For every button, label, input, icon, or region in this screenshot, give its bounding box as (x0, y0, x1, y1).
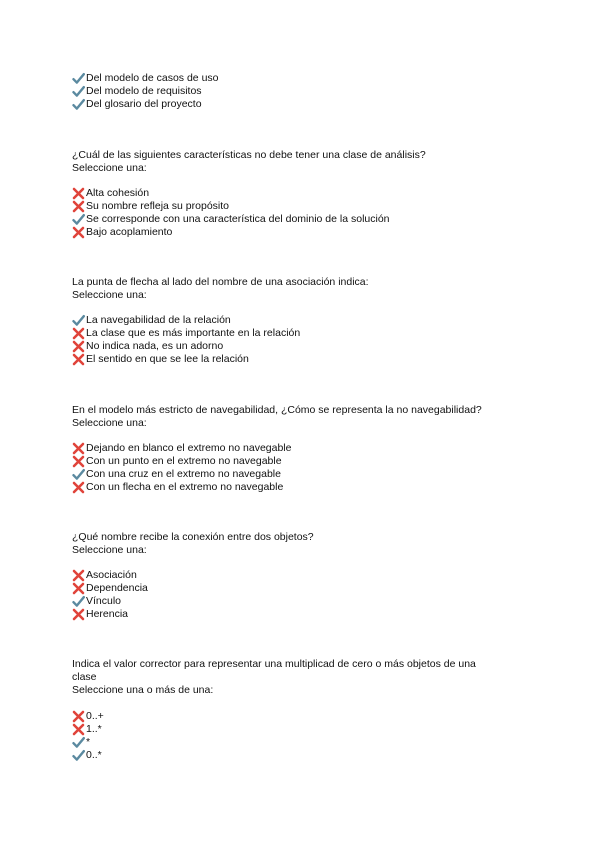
question-prompt: Seleccione una: (72, 289, 147, 301)
answer-label: Vínculo (86, 595, 122, 607)
check-icon (72, 468, 85, 481)
answer-option (72, 340, 223, 353)
answer-label: Asociación (86, 569, 137, 581)
answer-label: Se corresponde con una característica del dominio de la solución (86, 213, 390, 225)
answer-label: Bajo acoplamiento (86, 226, 173, 238)
answer-label: 1..* (86, 723, 102, 735)
cross-icon (72, 455, 85, 468)
question-text: ¿Cuál de las siguientes características no debe tener una clase de análisis? (72, 149, 426, 161)
answer-option (72, 353, 249, 366)
cross-icon (72, 608, 85, 621)
answer-option (72, 710, 104, 723)
answer-option (72, 736, 90, 749)
answer-label: Con un flecha en el extremo no navegable (86, 481, 284, 493)
answer-option (72, 314, 231, 327)
answer-option (72, 468, 281, 481)
check-icon (72, 736, 85, 749)
answer-label: Dependencia (86, 582, 148, 594)
answer-option (72, 569, 137, 582)
question-text: La punta de flecha al lado del nombre de una asociación indica: (72, 276, 369, 288)
cross-icon (72, 481, 85, 494)
answer-label: Alta cohesión (86, 187, 150, 199)
answer-option (72, 481, 283, 494)
check-icon (72, 85, 85, 98)
answer-option (72, 608, 128, 621)
answer-label: Del glosario del proyecto (86, 98, 202, 110)
cross-icon (72, 442, 85, 455)
answer-option (72, 187, 149, 200)
answer-option (72, 582, 148, 595)
answer-label: No indica nada, es un adorno (86, 340, 224, 352)
answer-label: Herencia (86, 608, 129, 620)
answer-label: La navegabilidad de la relación (86, 314, 231, 326)
check-icon (72, 749, 85, 762)
answer-label: El sentido en que se lee la relación (86, 353, 249, 365)
question-text-continued: clase (72, 671, 97, 683)
cross-icon (72, 710, 85, 723)
cross-icon (72, 226, 85, 239)
answer-option (72, 595, 121, 608)
check-icon (72, 595, 85, 608)
check-icon (72, 213, 85, 226)
answer-option (72, 200, 229, 213)
cross-icon (72, 200, 85, 213)
answer-option (72, 213, 390, 226)
answer-label: Del modelo de casos de uso (86, 72, 219, 84)
question-prompt: Seleccione una: (72, 544, 147, 556)
question-text: En el modelo más estricto de navegabilidad, ¿Cómo se representa la no navegabilidad? (72, 404, 482, 416)
answer-label: 0..* (86, 749, 102, 761)
answer-label: Dejando en blanco el extremo no navegable (86, 442, 292, 454)
cross-icon (72, 187, 85, 200)
answer-label: Con un punto en el extremo no navegable (86, 455, 282, 467)
answer-label: Con una cruz en el extremo no navegable (86, 468, 281, 480)
answer-option (72, 442, 291, 455)
answer-option (72, 455, 282, 468)
cross-icon (72, 723, 85, 736)
cross-icon (72, 353, 85, 366)
question-text: Indica el valor corrector para representar una multiplicad de cero o más objetos de una (72, 658, 476, 670)
answer-label: La clase que es más importante en la relación (86, 327, 301, 339)
answer-option (72, 723, 102, 736)
question-prompt: Seleccione una: (72, 417, 147, 429)
check-icon (72, 72, 85, 85)
answer-label: * (86, 736, 91, 748)
cross-icon (72, 569, 85, 582)
cross-icon (72, 340, 85, 353)
check-icon (72, 98, 85, 111)
answer-option (72, 226, 172, 239)
answer-option (72, 98, 202, 111)
answer-label: Del modelo de requisitos (86, 85, 202, 97)
answer-option (72, 327, 300, 340)
answer-option (72, 72, 219, 85)
cross-icon (72, 582, 85, 595)
check-icon (72, 314, 85, 327)
answer-label: Su nombre refleja su propósito (86, 200, 229, 212)
answer-option (72, 749, 102, 762)
answer-option (72, 85, 202, 98)
answer-label: 0..+ (86, 710, 104, 722)
question-prompt: Seleccione una: (72, 162, 147, 174)
cross-icon (72, 327, 85, 340)
question-prompt: Seleccione una o más de una: (72, 684, 214, 696)
question-text: ¿Qué nombre recibe la conexión entre dos objetos? (72, 531, 314, 543)
